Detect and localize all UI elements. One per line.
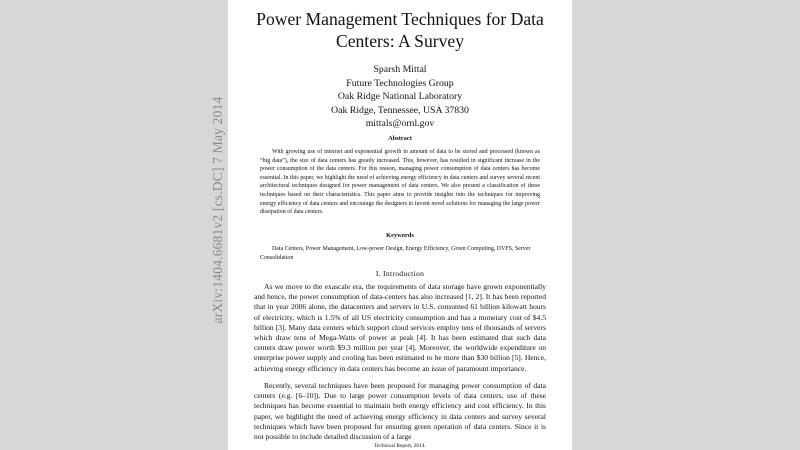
abstract-text: With growing use of internet and exponential growth in amount of data to be stored and processed (known as “big data”), the size of data centers has greatly increased. This, however, has resulted in significant increase in the power consumption of the data centers. For this reason, managing power consumption of data centers has become essential. In this paper, we highlight the need of achieving energy efficiency in data centers and survey several recent architectural techniques designed for power management of data centers. We also present a classification of these techniques based on their characteristics. This paper aims to provide insights into the techniques for improving energy efficiency of data centers and encourage the designers to invent novel solutions for managing the large power dissipation of data centers.: [260, 149, 540, 216]
author-institution: Oak Ridge National Laboratory: [337, 91, 463, 102]
section-heading: I. Introduction: [375, 269, 425, 278]
author-name: Sparsh Mittal: [373, 64, 427, 75]
keywords-heading: Keywords: [386, 232, 414, 239]
abstract-heading: Abstract: [388, 135, 412, 142]
paper-title: Power Management Techniques for Data Centers: A Survey: [256, 9, 544, 51]
paper-page: [228, 0, 572, 450]
author-block: [228, 63, 572, 131]
author-group: Future Technologies Group: [346, 77, 454, 89]
author-address: Oak Ridge, Tennessee, USA 37830: [331, 104, 469, 116]
keywords-text: Data Centers, Power Management, Low-power Design, Energy Efficiency, Green Computing, DVFS, Server Consolidation: [260, 246, 531, 261]
author-email: mittals@ornl.gov: [365, 118, 435, 129]
arxiv-id: arXiv:1404.6681v2 [cs.DC] 7 May 2014: [210, 96, 225, 324]
intro-paragraph-2: Recently, several techniques have been proposed for managing power consumption of data centers (e.g. [6–10]). Due to large power consumption levels of data centers, use of these techniques has become essential to maintain both energy efficiency and cost efficiency. In this paper, we highlight the need of achieving energy efficiency in data centers and survey several techniques which have been proposed for ensuring green operation of data centers. Since it is not possible to include detailed discussion of a large: [254, 381, 546, 442]
intro-paragraph-1: As we move to the exascale era, the requirements of data storage have grown exponentially and hence, the power consumption of data-centers has also increased [1, 2]. It has been reported that in year 2006 alone, the datacenters and servers in U.S. consumed 61 billion kilowatt hours of electricity, which is 1.5% of all US electricity consumption and has a monetary cost of $4.5 billion [3]. Many data centers which support cloud services employ tens of thousands of servers which draw tens of Mega-Watts of power at peak [4]. It has been estimated that such data centers draw power worth $9.3 million per year [4]. Moreover, the worldwide expenditure on enterprise power supply and cooling has been estimated to be more than $30 billion [5]. Hence, achieving energy efficiency in data centers has become an issue of paramount importance.: [254, 282, 546, 373]
page-footer: Technical Report, 2014.: [374, 443, 426, 449]
